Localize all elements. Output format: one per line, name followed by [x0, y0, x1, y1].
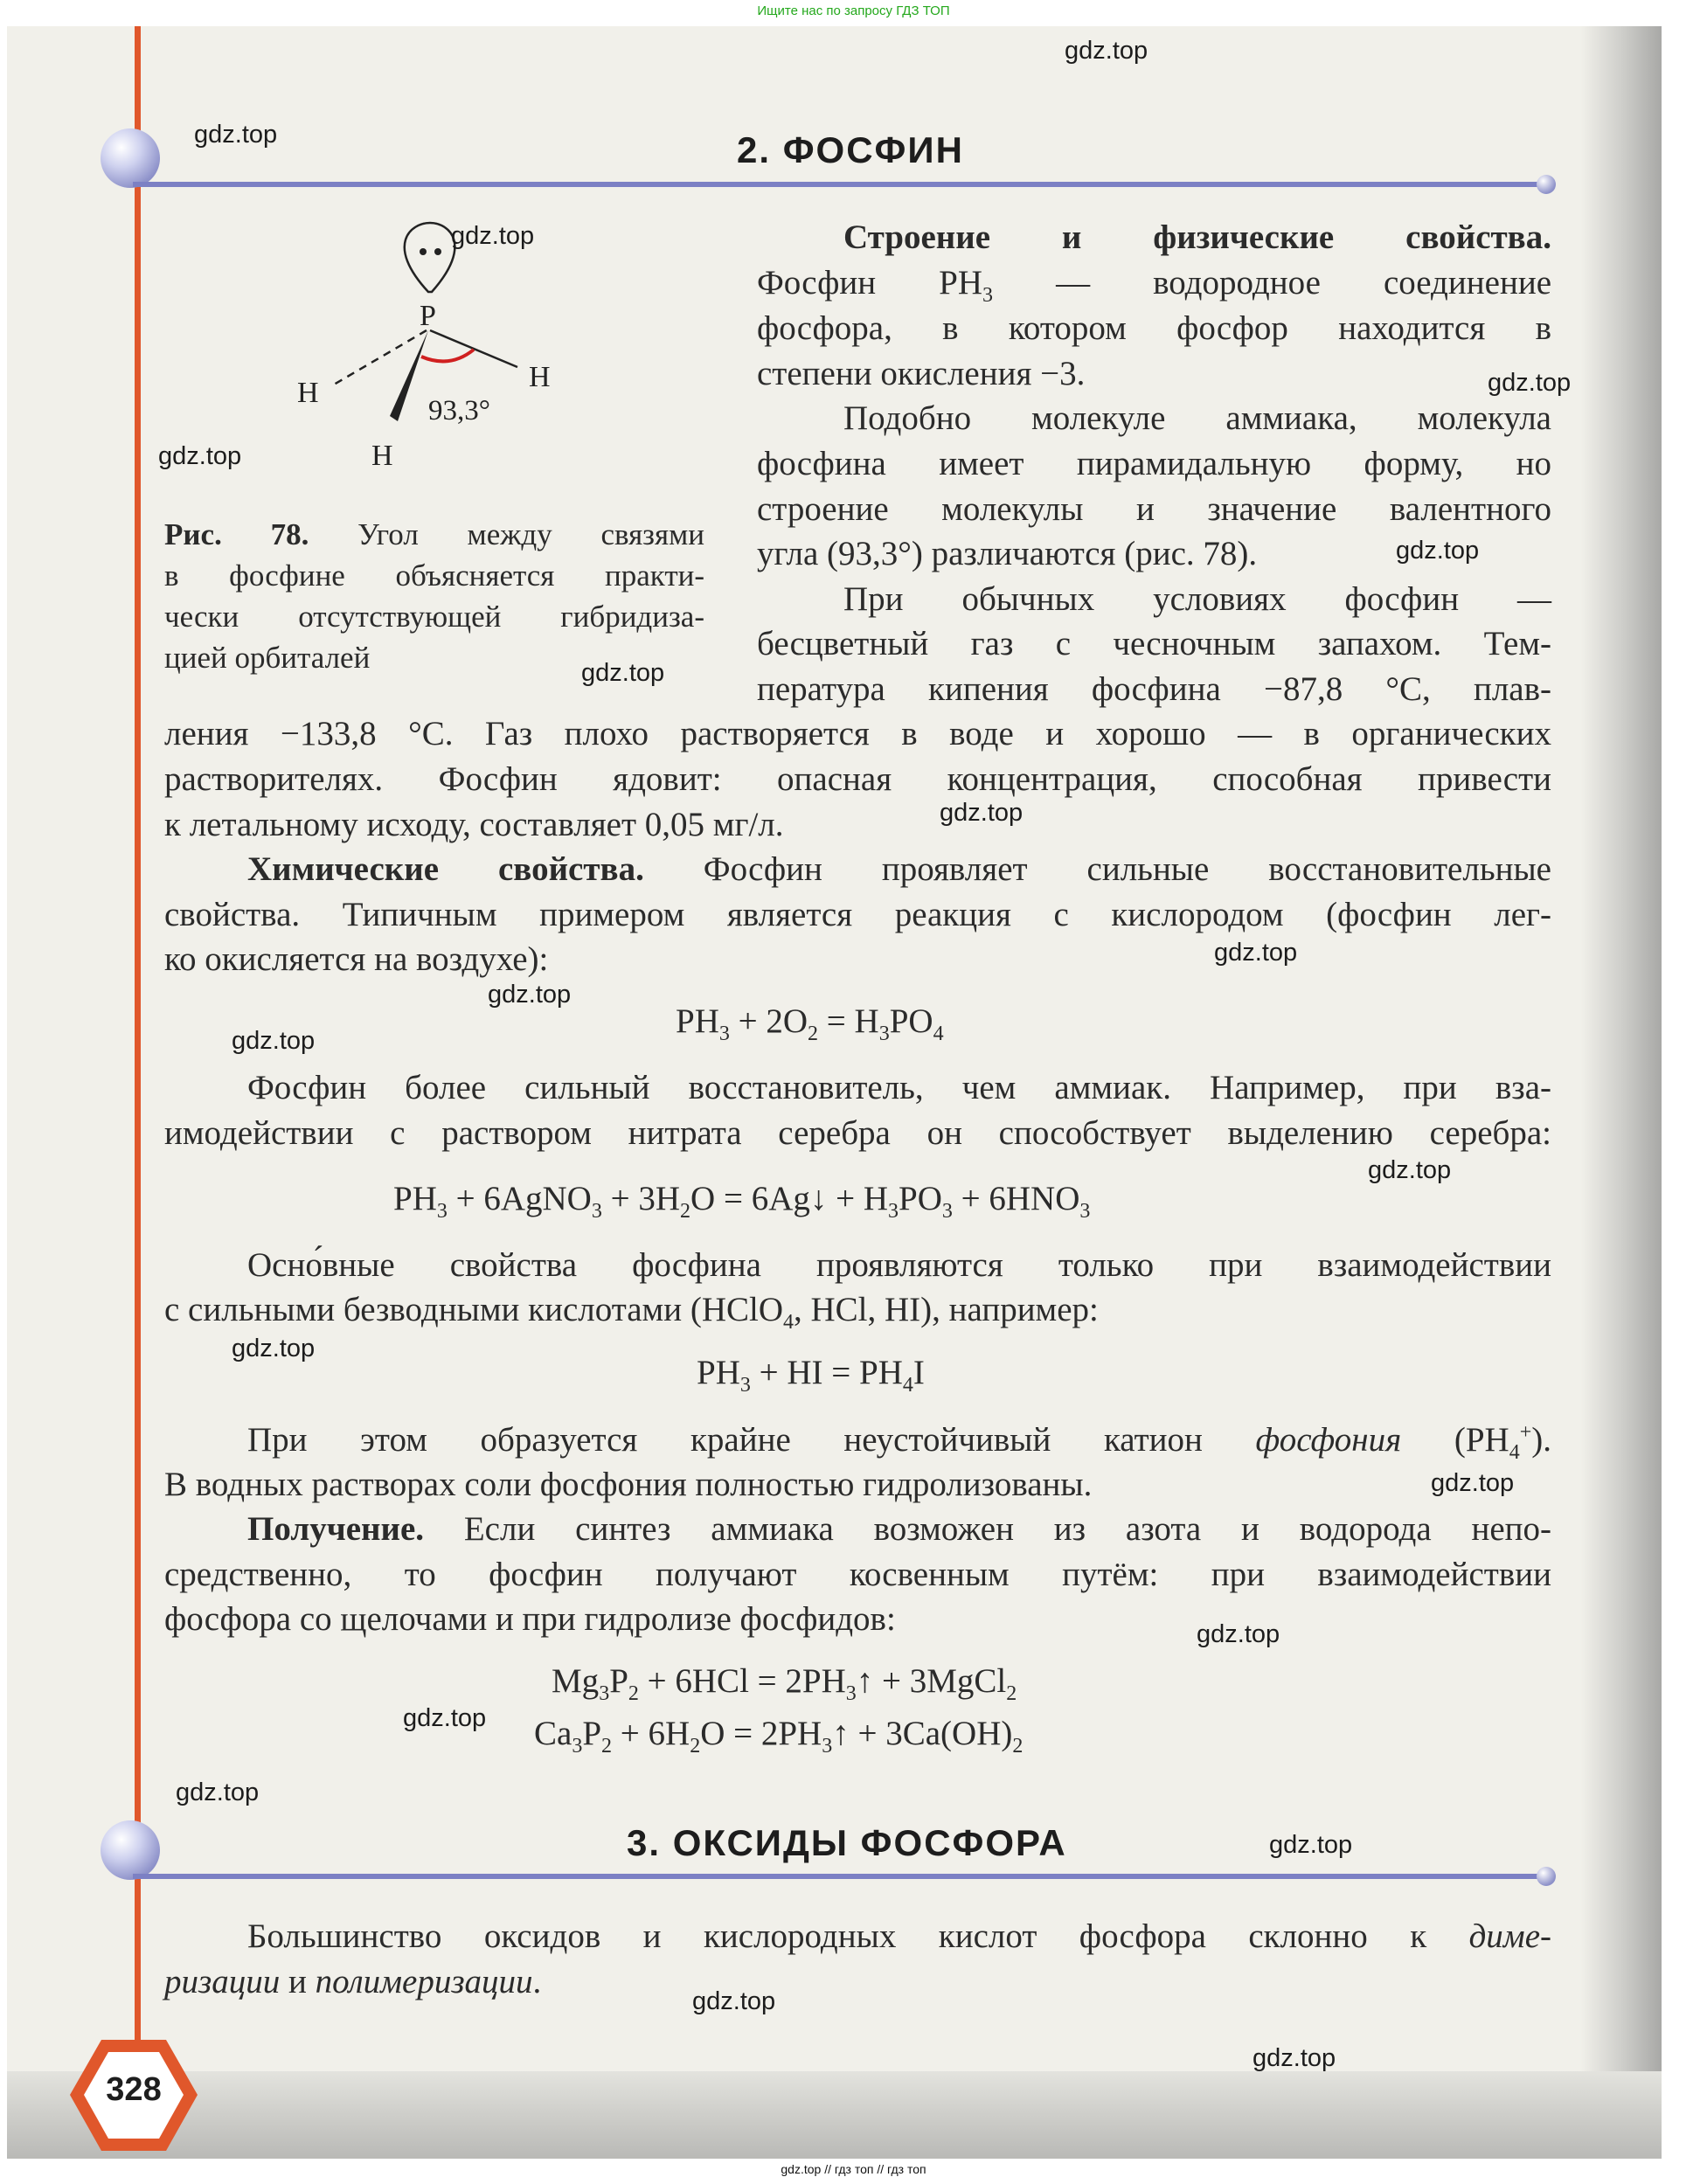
text-line: пература кипения фосфина −87,8 °С, плав- — [757, 670, 1551, 708]
section-rule-end-icon — [1537, 175, 1556, 194]
angle-label: 93,3° — [428, 395, 490, 426]
watermark-text: gdz.top — [1252, 2044, 1336, 2072]
atom-h-label: H — [297, 377, 319, 409]
lone-pair-dot — [434, 248, 441, 255]
text-line: ления −133,8 °С. Газ плохо растворяется в воде и хорошо — в органических — [164, 715, 1551, 752]
figure-caption-line: чески отсутствующей гибридиза- — [164, 600, 704, 634]
text-line: В водных растворах соли фосфония полностью гидролизованы. — [164, 1466, 1093, 1503]
text-line: Получение. Если синтез аммиака возможен из азота и водорода непо- — [247, 1510, 1551, 1548]
watermark-text: gdz.top — [940, 799, 1024, 827]
watermark-text: gdz.top — [1396, 537, 1480, 565]
text-line: фосфора со щелочами и при гидролизе фосфидов: — [164, 1600, 896, 1638]
text-line: Фосфин $PH_3$ — водородное соединение — [757, 264, 1551, 307]
section-bullet-icon — [101, 128, 160, 188]
figure-caption-line: в фосфине объясняется практи- — [164, 558, 704, 593]
watermark-text: gdz.top — [1368, 1156, 1452, 1184]
text-line: степени окисления −3. — [757, 355, 1086, 392]
watermark-text: gdz.top — [1488, 369, 1572, 397]
watermark-text: gdz.top — [488, 981, 572, 1009]
section-rule — [133, 182, 1547, 187]
margin-line — [135, 26, 141, 2080]
watermark-text: gdz.top — [176, 1778, 260, 1806]
figure-caption-line: цией орбиталей — [164, 641, 371, 675]
text-line: бесцветный газ с чесночным запахом. Тем- — [757, 625, 1551, 662]
text-line: свойства. Типичным примером является реакция с кислородом (фосфин лег- — [164, 896, 1551, 933]
text-line: с сильными безводными кислотами (HClO$_4$, HCl, HI), например: — [164, 1291, 1099, 1334]
heading-chemical: Химические свойства. — [247, 850, 644, 888]
equation-1: $PH_3 + 2O_2 = H_3PO_4$ — [676, 1002, 944, 1045]
text-line: угла (93,3°) различаются (рис. 78). — [757, 535, 1258, 572]
section-rule-end-icon — [1537, 1867, 1556, 1886]
text-line: При этом образуется крайне неустойчивый катион фосфония $(PH_4^+)$. — [247, 1421, 1551, 1464]
wedge-bond — [390, 330, 428, 421]
watermark-text: gdz.top — [1269, 1831, 1353, 1859]
lone-pair-dot — [420, 248, 427, 255]
equation-3: $PH_3$ + HI = $PH_4I$ — [697, 1354, 925, 1397]
atom-h-label: H — [529, 361, 551, 393]
section-bullet-icon — [101, 1820, 160, 1880]
section-rule — [133, 1874, 1547, 1879]
text-line: ко окисляется на воздухе): — [164, 940, 549, 978]
watermark-text: gdz.top — [232, 1335, 316, 1362]
page-binding-shadow — [1580, 26, 1662, 2159]
watermark-text: gdz.top — [581, 659, 665, 687]
watermark-text: gdz.top — [194, 121, 278, 149]
caption-label: Рис. 78. — [164, 517, 309, 551]
text-line: к летальному исходу, составляет 0,05 мг/л. — [164, 806, 784, 843]
watermark-text: gdz.top — [451, 222, 535, 250]
lone-pair-orbital — [405, 223, 455, 292]
angle-arc — [421, 350, 474, 361]
equation-2: $PH_3$ + 6AgNO$_3$ + $3H_2O$ = 6Ag↓ + $H_3PO_3 + 6HNO_3$ — [393, 1180, 1091, 1223]
text-line: Фосфин более сильный восстановитель, чем аммиак. Например, при вза- — [247, 1069, 1551, 1106]
watermark-text: gdz.top — [1065, 37, 1148, 65]
text-line: имодействии с раствором нитрата серебра он способствует выделению серебра: — [164, 1114, 1551, 1152]
watermark-text: gdz.top — [1431, 1469, 1515, 1497]
text-line: строение молекулы и значение валентного — [757, 490, 1551, 528]
heading-structure: Строение и физические свойства. — [843, 218, 1551, 256]
watermark-text: gdz.top — [1197, 1620, 1280, 1648]
text-line: Большинство оксидов и кислородных кислот фосфора склонно к диме- — [247, 1917, 1551, 1955]
page-bottom-shadow — [7, 2071, 1662, 2159]
section-title-phosphine: 2. ФОСФИН — [737, 129, 964, 170]
text-line: растворителях. Фосфин ядовит: опасная концентрация, способная привести — [164, 760, 1551, 798]
text-line: Химические свойства. Фосфин проявляет сильные восстановительные — [247, 850, 1551, 888]
section-title-oxides: 3. ОКСИДЫ ФОСФОРА — [627, 1822, 1067, 1863]
text-line: При обычных условиях фосфин — — [843, 580, 1551, 618]
header-note: Ищите нас по запросу ГДЗ ТОП — [757, 3, 950, 18]
watermark-text: gdz.top — [158, 442, 242, 470]
equation-5: $Ca_3P_2 + 6H_2O$ = $2PH_3↑ + 3Ca(OH)_2$ — [534, 1715, 1024, 1758]
figure-phosphine-molecule — [280, 218, 568, 481]
text-line: средственно, то фосфин получают косвенным путём: при взаимодействии — [164, 1556, 1551, 1593]
heading-preparation: Получение. — [247, 1510, 425, 1548]
equation-4: $Mg_3P_2 + 6HCl$ = $2PH_3↑$ + 3MgCl$_2$ — [552, 1662, 1017, 1705]
watermark-text: gdz.top — [403, 1704, 487, 1732]
atom-h-label: H — [371, 440, 393, 472]
watermark-text: gdz.top — [232, 1027, 316, 1055]
page-number: 328 — [106, 2071, 162, 2108]
text-line: Осно́вные свойства фосфина проявляются только при взаимодействии — [247, 1246, 1551, 1284]
footer-note: gdz.top // гдз топ // гдз топ — [781, 2162, 926, 2176]
watermark-text: gdz.top — [692, 1987, 776, 2015]
text-line: Подобно молекуле аммиака, молекула — [843, 399, 1551, 437]
figure-caption: Рис. 78. Угол между связями — [164, 517, 704, 551]
watermark-text: gdz.top — [1214, 939, 1298, 967]
text-line: ризации и полимеризации. — [164, 1963, 542, 2000]
atom-p-label: P — [420, 300, 436, 332]
text-line: фосфора, в котором фосфор находится в — [757, 309, 1551, 347]
text-line: фосфина имеет пирамидальную форму, но — [757, 445, 1551, 482]
